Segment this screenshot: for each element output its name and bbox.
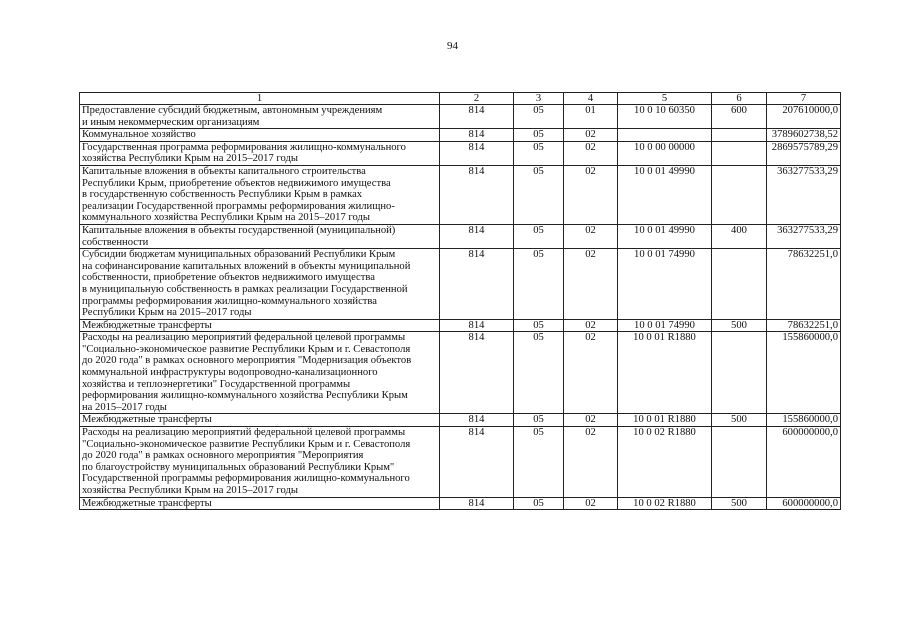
row-section: 05 (514, 165, 564, 224)
row-ministry-code: 814 (440, 497, 514, 510)
budget-table (79, 92, 841, 510)
row-section: 05 (514, 319, 564, 332)
row-description: Межбюджетные трансферты (80, 497, 440, 510)
row-expense-type (712, 129, 767, 142)
table-row (80, 129, 841, 142)
row-section: 05 (514, 224, 564, 248)
table-row (80, 332, 841, 414)
row-ministry-code: 814 (440, 427, 514, 498)
column-header: 6 (712, 93, 767, 105)
row-description: Межбюджетные трансферты (80, 319, 440, 332)
row-ministry-code: 814 (440, 141, 514, 165)
row-expense-type (712, 332, 767, 414)
row-amount: 363277533,29 (767, 224, 841, 248)
row-ministry-code: 814 (440, 414, 514, 427)
row-subsection: 02 (564, 141, 618, 165)
table-row (80, 249, 841, 320)
row-expense-type: 500 (712, 497, 767, 510)
row-description: Межбюджетные трансферты (80, 414, 440, 427)
table-row (80, 427, 841, 498)
row-amount: 155860000,0 (767, 414, 841, 427)
row-section: 05 (514, 332, 564, 414)
column-header: 7 (767, 93, 841, 105)
page-number: 94 (447, 40, 458, 52)
row-expense-type: 400 (712, 224, 767, 248)
table-row (80, 319, 841, 332)
row-amount: 207610000,0 (767, 105, 841, 129)
column-header: 1 (80, 93, 440, 105)
row-subsection: 02 (564, 319, 618, 332)
row-target-article: 10 0 00 00000 (618, 141, 712, 165)
row-ministry-code: 814 (440, 319, 514, 332)
row-subsection: 02 (564, 224, 618, 248)
row-section: 05 (514, 427, 564, 498)
row-subsection: 02 (564, 332, 618, 414)
row-ministry-code: 814 (440, 129, 514, 142)
column-header: 4 (564, 93, 618, 105)
row-ministry-code: 814 (440, 165, 514, 224)
table-row (80, 165, 841, 224)
row-expense-type (712, 141, 767, 165)
table-row (80, 497, 841, 510)
row-amount: 78632251,0 (767, 249, 841, 320)
row-target-article (618, 129, 712, 142)
row-target-article: 10 0 01 R1880 (618, 414, 712, 427)
row-target-article: 10 0 01 49990 (618, 165, 712, 224)
header-row (80, 93, 841, 105)
row-section: 05 (514, 497, 564, 510)
column-header: 5 (618, 93, 712, 105)
row-description: Капитальные вложения в объекты государственной (муниципальной) собственности (80, 224, 440, 248)
row-description: Предоставление субсидий бюджетным, автономным учреждениям и иным некоммерческим организациям (80, 105, 440, 129)
row-target-article: 10 0 02 R1880 (618, 497, 712, 510)
row-expense-type: 500 (712, 414, 767, 427)
row-expense-type: 600 (712, 105, 767, 129)
row-amount: 155860000,0 (767, 332, 841, 414)
row-amount: 2869575789,29 (767, 141, 841, 165)
row-ministry-code: 814 (440, 224, 514, 248)
table-row (80, 105, 841, 129)
row-description: Государственная программа реформирования жилищно-коммунального хозяйства Республики Крым на 2015–2017 годы (80, 141, 440, 165)
table-row (80, 141, 841, 165)
row-target-article: 10 0 01 74990 (618, 249, 712, 320)
row-subsection: 02 (564, 414, 618, 427)
row-subsection: 02 (564, 129, 618, 142)
column-header: 2 (440, 93, 514, 105)
row-description: Субсидии бюджетам муниципальных образований Республики Крым на софинансирование капитальных вложений в объекты муниципальной собственности, приобретение объектов недвижимого имущества в муниципальную собственность в рамках реализации Государственной программы реформирования жилищно-коммунального хозяйства Республики Крым на 2015–2017 годы (80, 249, 440, 320)
row-section: 05 (514, 414, 564, 427)
row-subsection: 01 (564, 105, 618, 129)
row-expense-type (712, 165, 767, 224)
row-target-article: 10 0 01 R1880 (618, 332, 712, 414)
row-subsection: 02 (564, 497, 618, 510)
row-subsection: 02 (564, 165, 618, 224)
row-target-article: 10 0 01 49990 (618, 224, 712, 248)
row-amount: 600000000,0 (767, 497, 841, 510)
row-expense-type: 500 (712, 319, 767, 332)
row-expense-type (712, 249, 767, 320)
row-description: Расходы на реализацию мероприятий федеральной целевой программы "Социально-экономическое развитие Республики Крым и г. Севастополя до 2020 года" в рамках основного мероприятия "Модернизация объектов коммунальной инфраструктуры водопроводно-канализационного хозяйства и теплоэнергетики" Государственной программы реформирования жилищно-коммунального хозяйства Республики Крым на 2015–2017 годы (80, 332, 440, 414)
row-target-article: 10 0 01 74990 (618, 319, 712, 332)
row-subsection: 02 (564, 249, 618, 320)
row-section: 05 (514, 129, 564, 142)
row-description: Капитальные вложения в объекты капитального строительства Республики Крым, приобретение объектов недвижимого имущества в государственную собственность Республики Крым в рамках реализации Государственной программы реформирования жилищно- коммунального хозяйства Республики Крым на 2015–2017 годы (80, 165, 440, 224)
row-ministry-code: 814 (440, 332, 514, 414)
column-header: 3 (514, 93, 564, 105)
table-row (80, 224, 841, 248)
row-amount: 363277533,29 (767, 165, 841, 224)
row-expense-type (712, 427, 767, 498)
row-section: 05 (514, 141, 564, 165)
row-amount: 3789602738,52 (767, 129, 841, 142)
row-description: Коммунальное хозяйство (80, 129, 440, 142)
row-amount: 78632251,0 (767, 319, 841, 332)
row-section: 05 (514, 105, 564, 129)
row-amount: 600000000,0 (767, 427, 841, 498)
row-description: Расходы на реализацию мероприятий федеральной целевой программы "Социально-экономическое развитие Республики Крым и г. Севастополя до 2020 года" в рамках основного мероприятия "Мероприятия по благоустройству муниципальных образований Республики Крым" Государственной программы реформирования жилищно-коммунального хозяйства Республики Крым на 2015–2017 годы (80, 427, 440, 498)
row-target-article: 10 0 02 R1880 (618, 427, 712, 498)
row-ministry-code: 814 (440, 105, 514, 129)
row-target-article: 10 0 10 60350 (618, 105, 712, 129)
row-ministry-code: 814 (440, 249, 514, 320)
row-section: 05 (514, 249, 564, 320)
row-subsection: 02 (564, 427, 618, 498)
table-row (80, 414, 841, 427)
